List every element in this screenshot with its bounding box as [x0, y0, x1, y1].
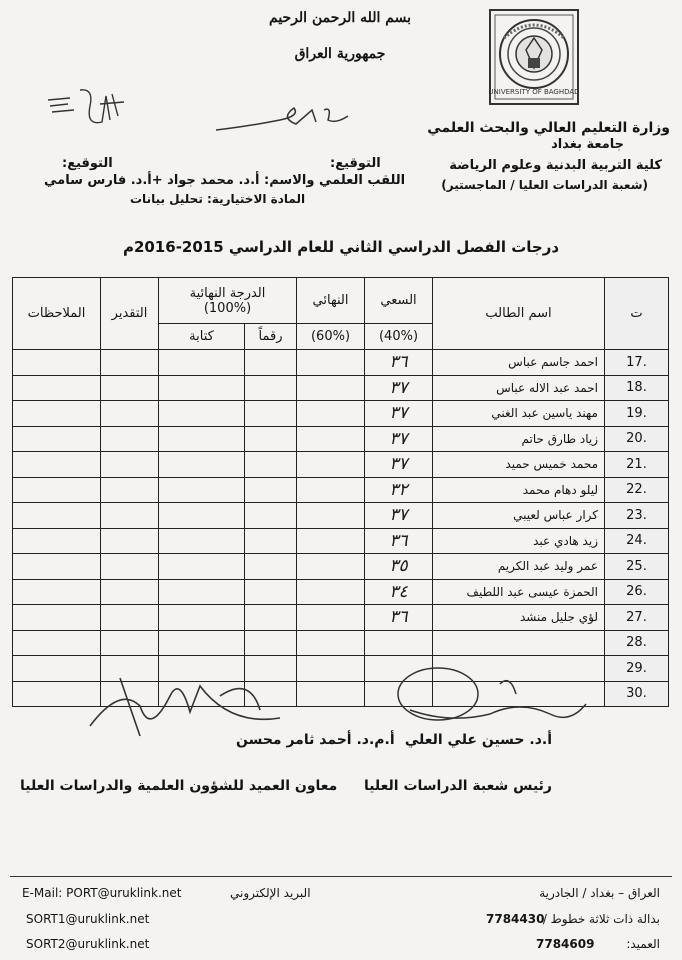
final-score: [297, 605, 365, 631]
effort-score: ٣٧: [365, 375, 433, 401]
row-number: .20: [605, 426, 669, 452]
effort-score: ٣٦: [365, 528, 433, 554]
final-score: [297, 350, 365, 376]
head-of-department-title: رئيس شعبة الدراسات العليا: [363, 778, 552, 794]
header-effort: السعي: [365, 278, 433, 324]
total-words: [159, 401, 245, 427]
email-primary: E-Mail: PORT@uruklink.net: [22, 886, 182, 900]
final-score: [297, 426, 365, 452]
total-words: [159, 375, 245, 401]
notes-cell: [13, 579, 101, 605]
svg-text:UNIVERSITY OF BAGHDAD: UNIVERSITY OF BAGHDAD: [488, 88, 580, 96]
table-row: [13, 528, 669, 554]
grade-cell: [101, 426, 159, 452]
assistant-dean-title: معاون العميد للشؤون العلمية والدراسات العليا: [20, 778, 338, 794]
total-digits: [245, 503, 297, 529]
total-words: [159, 452, 245, 478]
student-name: الحمزة عيسى عبد اللطيف: [433, 579, 605, 605]
basmala: بسم الله الرحمن الرحيم: [269, 10, 411, 26]
dean-phone-number: 7784609: [536, 937, 595, 951]
total-words: [159, 554, 245, 580]
student-name: احمد عبد الاله عباس: [433, 375, 605, 401]
department-name: (شعبة الدراسات العليا / الماجستير): [441, 178, 648, 192]
university-name: جامعة بغداد: [551, 137, 624, 152]
subject-line: المادة الاختيارية: تحليل بيانات: [130, 192, 306, 206]
grade-cell: [101, 579, 159, 605]
grade-cell: [101, 375, 159, 401]
total-digits: [245, 605, 297, 631]
table-row: [13, 375, 669, 401]
notes-cell: [13, 401, 101, 427]
header-effort-pct: (40%): [365, 324, 433, 350]
total-digits: [245, 579, 297, 605]
table-row: [13, 503, 669, 529]
total-digits: [245, 350, 297, 376]
ministry-name: وزارة التعليم العالي والبحث العلمي: [427, 120, 670, 136]
grade-cell: [101, 503, 159, 529]
header-notes: الملاحظات: [13, 278, 101, 350]
total-digits: [245, 630, 297, 656]
header-name: اسم الطالب: [433, 278, 605, 350]
notes-cell: [13, 477, 101, 503]
table-row: [13, 452, 669, 478]
email-label: البريد الإلكتروني: [230, 886, 311, 900]
table-row: [13, 401, 669, 427]
row-number: .17: [605, 350, 669, 376]
final-score: [297, 579, 365, 605]
student-name: زياد طارق حاتم: [433, 426, 605, 452]
total-words: [159, 350, 245, 376]
total-digits: [245, 477, 297, 503]
final-score: [297, 528, 365, 554]
final-score: [297, 375, 365, 401]
college-name: كلية التربية البدنية وعلوم الرياضة: [449, 158, 662, 173]
effort-score: ٣٥: [365, 554, 433, 580]
row-number: .30: [605, 681, 669, 707]
phone-number: 7784430: [486, 912, 545, 926]
student-name: مهند ياسين عبد الغني: [433, 401, 605, 427]
student-name: محمد خميس حميد: [433, 452, 605, 478]
table-row: [13, 477, 669, 503]
effort-score: [365, 630, 433, 656]
notes-cell: [13, 554, 101, 580]
total-words: [159, 528, 245, 554]
notes-cell: [13, 452, 101, 478]
total-digits: [245, 426, 297, 452]
instructor-line: اللقب العلمي والاسم: أ.د. محمد جواد +أ.د. فارس سامي: [44, 173, 406, 188]
university-logo: [488, 8, 580, 106]
total-digits: [245, 452, 297, 478]
notes-cell: [13, 528, 101, 554]
footer-divider: [10, 876, 672, 877]
final-score: [297, 401, 365, 427]
total-words: [159, 630, 245, 656]
handwritten-signature-top-mid: [210, 98, 360, 142]
total-words: [159, 579, 245, 605]
notes-cell: [13, 630, 101, 656]
table-row: [13, 630, 669, 656]
head-of-department-name: أ.د. حسين علي العلي: [404, 732, 552, 748]
student-name: ليلو دهام محمد: [433, 477, 605, 503]
email-secondary-1: SORT1@uruklink.net: [26, 912, 150, 926]
table-row: [13, 579, 669, 605]
effort-score: ٣٦: [365, 605, 433, 631]
grade-cell: [101, 477, 159, 503]
student-name: لؤي جليل منشد: [433, 605, 605, 631]
row-number: .18: [605, 375, 669, 401]
header-no: ت: [605, 278, 669, 350]
effort-score: ٣٢: [365, 477, 433, 503]
grades-table: [12, 277, 669, 707]
signature-label-left: التوقيع:: [62, 156, 113, 171]
student-name: احمد جاسم عباس: [433, 350, 605, 376]
grade-cell: [101, 350, 159, 376]
notes-cell: [13, 350, 101, 376]
total-digits: [245, 528, 297, 554]
final-score: [297, 503, 365, 529]
final-score: [297, 554, 365, 580]
row-number: .29: [605, 656, 669, 682]
final-score: [297, 630, 365, 656]
table-row: [13, 554, 669, 580]
notes-cell: [13, 605, 101, 631]
grade-cell: [101, 554, 159, 580]
header-final-pct: (60%): [297, 324, 365, 350]
row-number: .28: [605, 630, 669, 656]
table-row: [13, 426, 669, 452]
handwritten-signature-top-left: [40, 86, 130, 134]
grade-cell: [101, 605, 159, 631]
student-name: زيد هادي عبد: [433, 528, 605, 554]
student-name: كرار عباس لعيبي: [433, 503, 605, 529]
assistant-dean-name: أ.م.د. أحمد ثامر محسن: [236, 732, 395, 748]
document-title: درجات الفصل الدراسي الثاني للعام الدراسي 2015-2016م: [122, 238, 560, 256]
total-digits: [245, 401, 297, 427]
header-words: كتابة: [159, 324, 245, 350]
total-words: [159, 503, 245, 529]
republic-title: جمهورية العراق: [294, 46, 386, 62]
header-grade: التقدير: [101, 278, 159, 350]
dean-phone-label: العميد:: [626, 937, 660, 951]
final-score: [297, 452, 365, 478]
total-digits: [245, 375, 297, 401]
total-digits: [245, 554, 297, 580]
effort-score: ٣٧: [365, 426, 433, 452]
notes-cell: [13, 375, 101, 401]
phone-label: بدالة ذات ثلاثة خطوط /: [542, 912, 660, 926]
effort-score: ٣٧: [365, 452, 433, 478]
header-total-label: الدرجة النهائية: [189, 285, 266, 301]
student-name: [433, 630, 605, 656]
row-number: .24: [605, 528, 669, 554]
email-secondary-2: SORT2@uruklink.net: [26, 937, 150, 951]
grade-cell: [101, 630, 159, 656]
final-score: [297, 477, 365, 503]
address: العراق – بغداد / الجادرية: [539, 886, 660, 900]
grade-cell: [101, 401, 159, 427]
total-words: [159, 426, 245, 452]
row-number: .26: [605, 579, 669, 605]
header-final: النهائي: [297, 278, 365, 324]
header-digits: رقماً: [245, 324, 297, 350]
row-number: .19: [605, 401, 669, 427]
header-total: [159, 278, 297, 324]
row-number: .22: [605, 477, 669, 503]
table-row: [13, 605, 669, 631]
effort-score: ٣٧: [365, 401, 433, 427]
signature-label-mid: التوقيع:: [330, 156, 381, 171]
row-number: .23: [605, 503, 669, 529]
table-row: [13, 350, 669, 376]
effort-score: ٣٤: [365, 579, 433, 605]
notes-cell: [13, 503, 101, 529]
effort-score: ٣٧: [365, 503, 433, 529]
grade-cell: [101, 528, 159, 554]
student-name: عمر وليد عبد الكريم: [433, 554, 605, 580]
effort-score: ٣٦: [365, 350, 433, 376]
grade-cell: [101, 452, 159, 478]
row-number: .27: [605, 605, 669, 631]
total-words: [159, 605, 245, 631]
notes-cell: [13, 426, 101, 452]
header-total-pct: (100%): [203, 300, 252, 316]
total-words: [159, 477, 245, 503]
row-number: .25: [605, 554, 669, 580]
row-number: .21: [605, 452, 669, 478]
